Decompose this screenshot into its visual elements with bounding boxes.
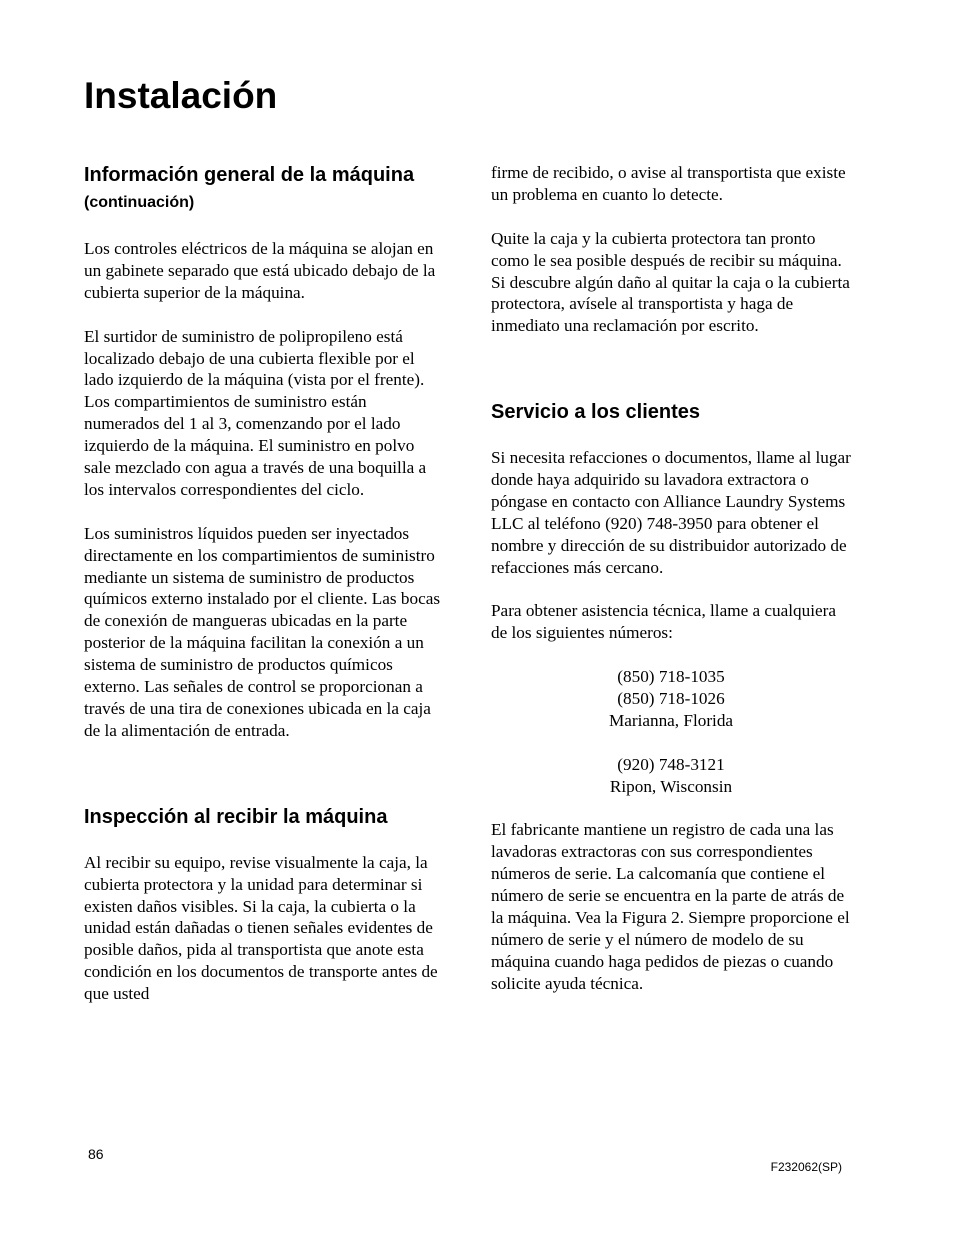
location: Ripon, Wisconsin	[609, 776, 733, 796]
paragraph: Para obtener asistencia técnica, llame a cualquiera de los siguientes números:	[491, 601, 837, 643]
paragraph: Si necesita refacciones o documentos, llame al lugar donde haya adquirido su lavadora extractora o póngase en contacto con Alliance Laundry Systems LLC al teléfono (920) 748-3950 para obtener el nombre y dirección de su distribuidor autorizado de refacciones más cercano.	[491, 448, 851, 577]
page-number: 86	[88, 1146, 104, 1162]
paragraph: El fabricante mantiene un registro de cada una las lavadoras extractoras con sus correspondientes números de serie. La calcomanía que contiene el número de serie se encuentra en la parte de atrás de la máquina. Vea la Figura 2. Siempre proporcione el número de serie y el número de modelo de su máquina cuando haga pedidos de piezas o cuando solicite ayuda técnica.	[491, 820, 850, 993]
paragraph: Quite la caja y la cubierta protectora tan pronto como le sea posible después de recibir su máquina. Si descubre algún daño al quitar la caja o la cubierta protectora, avísele al transportista y haga de inmediato una reclamación por escrito.	[491, 228, 850, 336]
paragraph: Los controles eléctricos de la máquina se alojan en un gabinete separado que está ubicado debajo de la cubierta superior de la máquina.	[84, 239, 436, 302]
location: Marianna, Florida	[608, 710, 734, 730]
phone-block-florida	[491, 666, 851, 732]
section-heading-inspection: Inspección al recibir la máquina	[84, 805, 388, 828]
paragraph: firme de recibido, o avise al transportista que existe un problema en cuanto lo detecte.	[491, 163, 846, 204]
paragraph: El surtidor de suministro de polipropileno está localizado debajo de una cubierta flexible por el lado izquierdo de la máquina (vista por el frente). Los compartimientos de suministro están numerados del 1 al 3, comenzando por el lado izquierdo de la máquina. El suministro en polvo sale mezclado con agua a través de una boquilla a los intervalos correspondientes del ciclo.	[84, 326, 427, 499]
paragraph: Al recibir su equipo, revise visualmente la caja, la cubierta protectora y la unidad para determinar si existen daños visibles. Si la caja, la cubierta o la unidad están dañadas o tienen señales evidentes de posible daños, pida al transportista que anote esta condición en los documentos de transporte antes de que usted	[84, 852, 438, 1004]
left-column	[84, 162, 444, 1027]
section-heading-general-info	[84, 162, 444, 216]
phone-number: (850) 718-1035	[617, 667, 725, 687]
phone-number: (920) 748-3121	[617, 754, 725, 774]
heading-suffix: (continuación)	[84, 194, 195, 211]
paragraph: Los suministros líquidos pueden ser inyectados directamente en los compartimientos de suministro mediante un sistema de suministro de productos químicos externo instalado por el cliente. Las bocas de conexión de mangueras ubicadas en la parte posterior de la máquina facilitan la conexión a un sistema de suministro de productos químicos externo. Las señales de control se proporcionan a través de una tira de conexiones ubicada en la caja de la alimentación de entrada.	[84, 523, 441, 740]
section-spacer	[491, 359, 851, 399]
phone-block-wisconsin	[491, 754, 851, 798]
document-code: F232062(SP)	[770, 1160, 842, 1174]
section-spacer	[84, 764, 444, 804]
section-heading-customer-service: Servicio a los clientes	[491, 401, 700, 424]
right-column	[491, 162, 851, 1017]
page-title: Instalación	[84, 75, 278, 116]
phone-number: (850) 718-1026	[617, 689, 725, 709]
heading-text: Información general de la máquina	[84, 164, 415, 186]
